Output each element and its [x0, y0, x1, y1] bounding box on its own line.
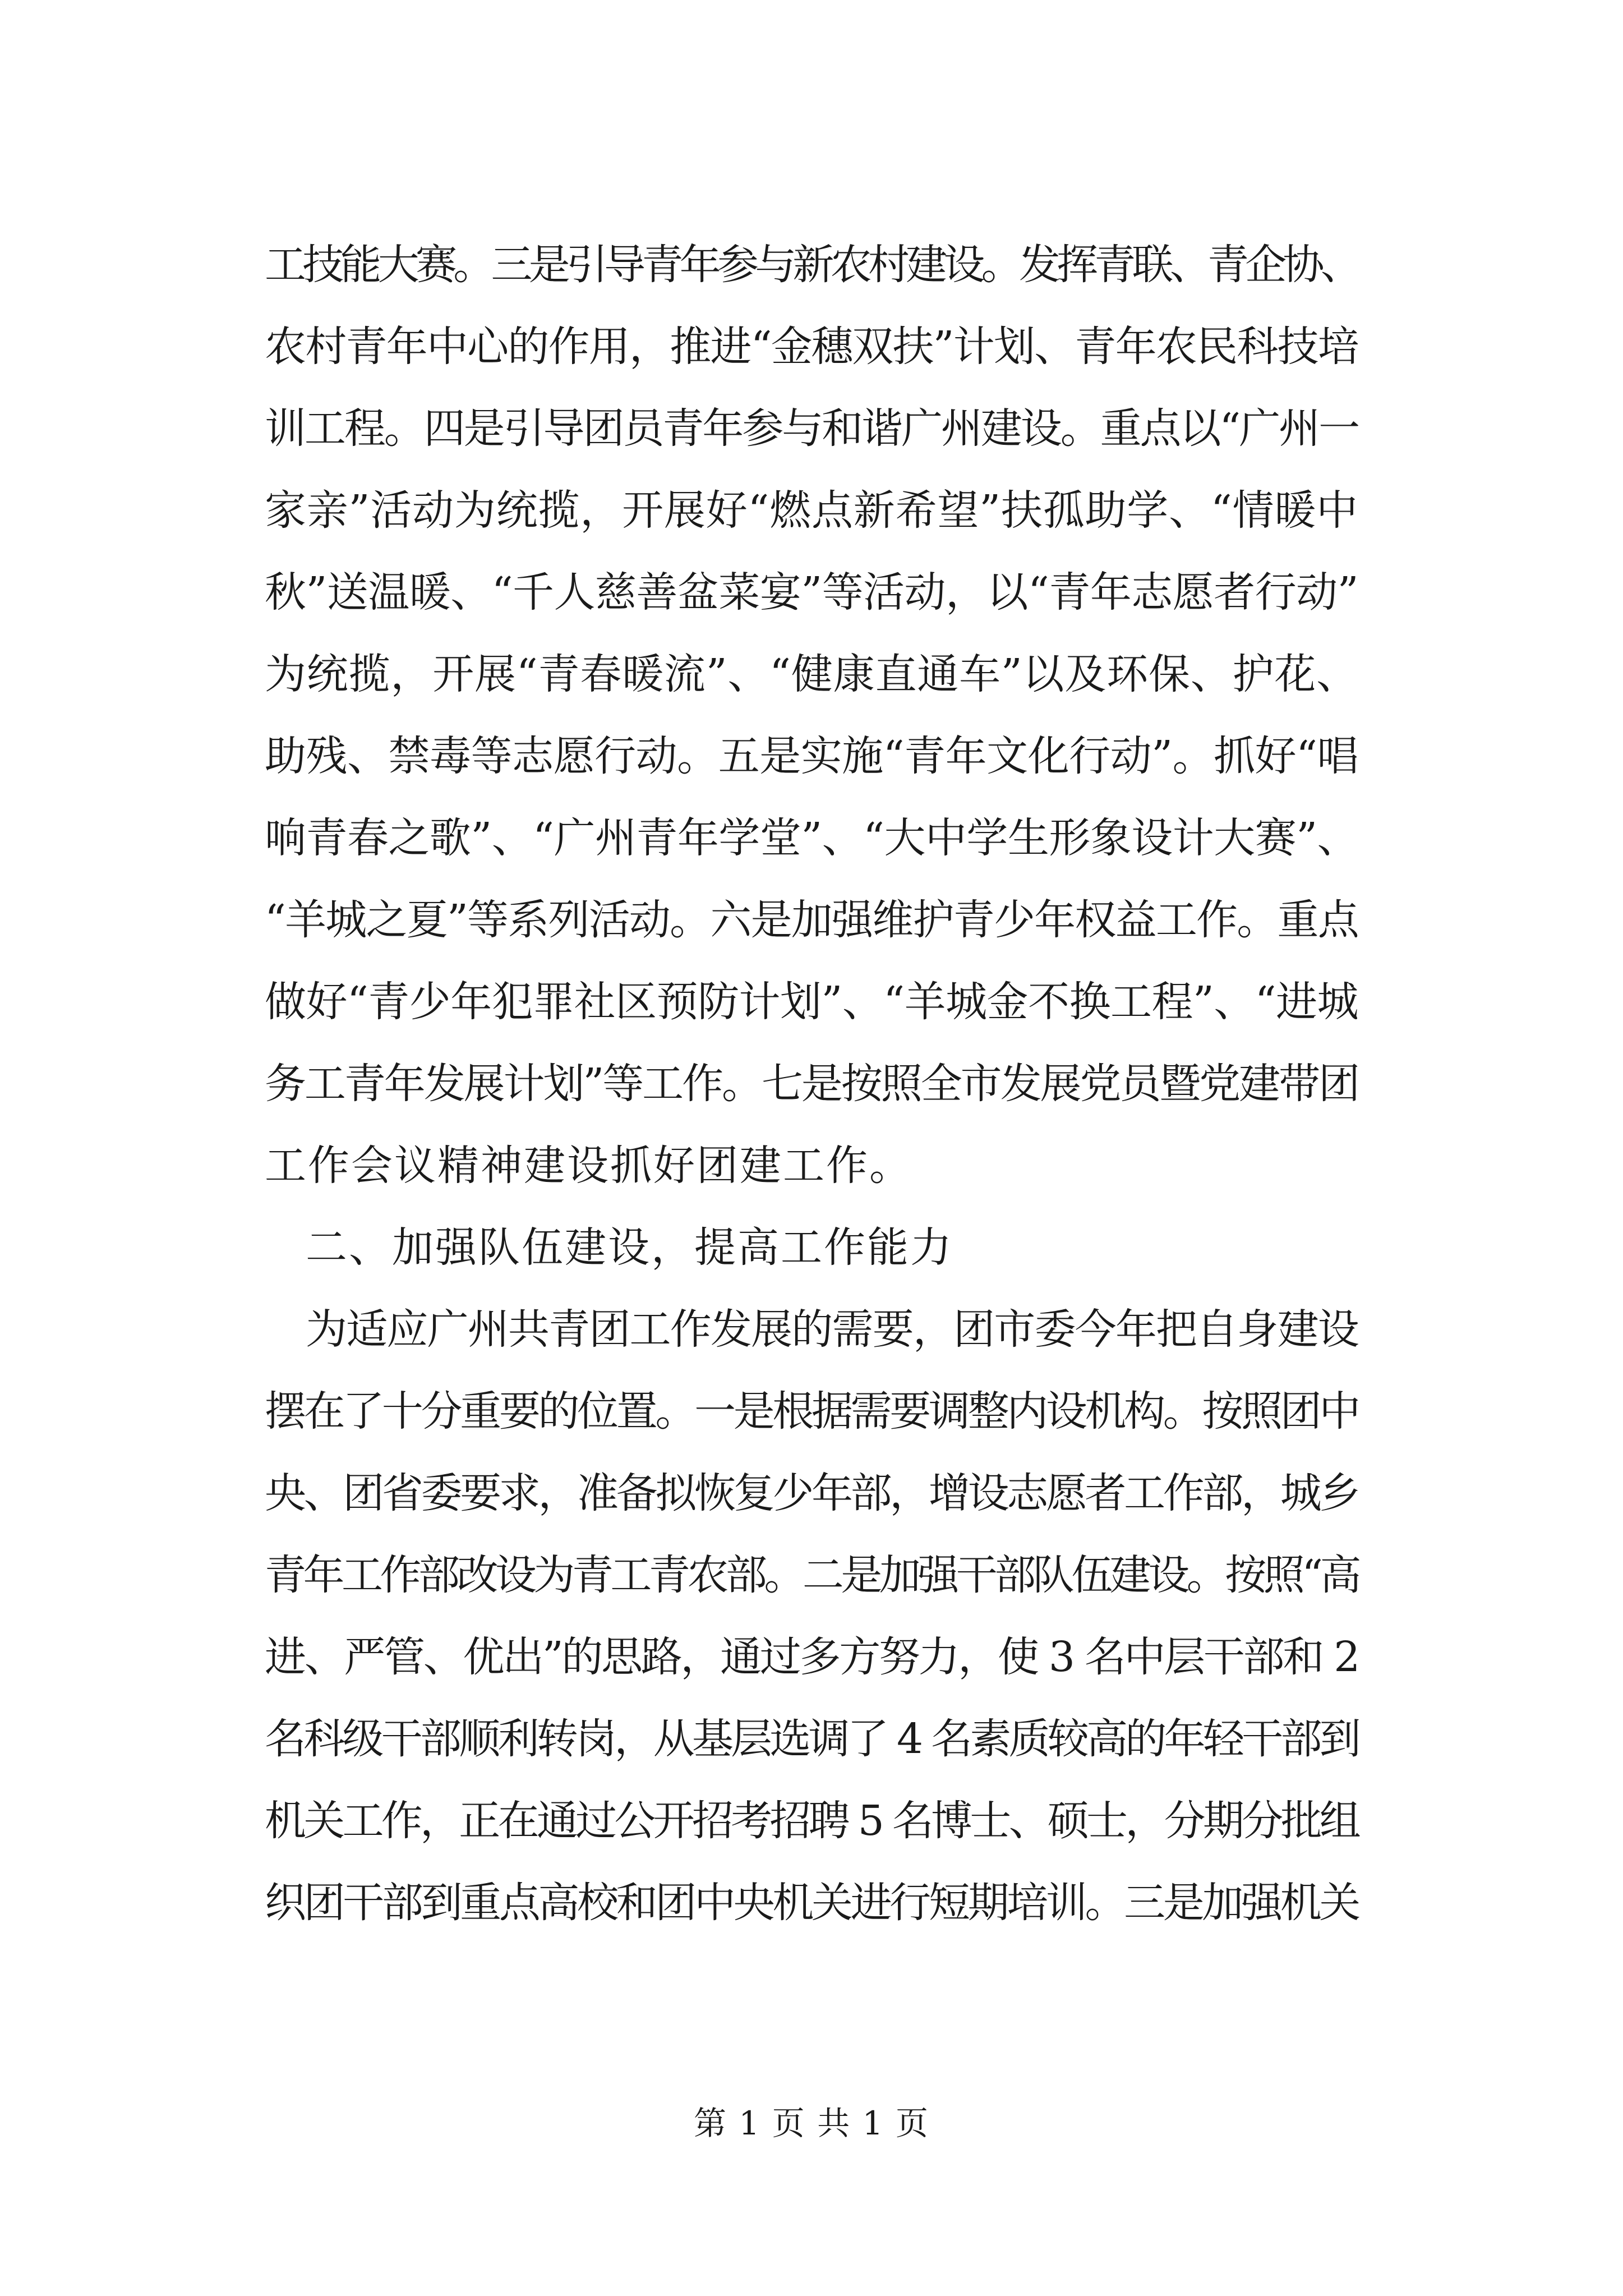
text-line: 机关工作，正在通过公开招考招聘 5 名博士、硕士，分期分批组: [265, 1797, 1358, 1845]
text-line: 秋”送温暖、“千人慈善盆菜宴”等活动，以“青年志愿者行动”: [265, 568, 1358, 616]
text-line: 做好“青少年犯罪社区预防计划”、“羊城金不换工程”、“进城: [265, 978, 1358, 1026]
text-line: 为统揽，开展“青春暖流”、“健康直通车”以及环保、护花、: [265, 650, 1358, 698]
text-line: 农村青年中心的作用，推进“金穗双扶”计划、青年农民科技培: [265, 323, 1358, 371]
text-line: 青年工作部改设为青工青农部。二是加强干部队伍建设。按照“高: [265, 1551, 1358, 1599]
text-line: 为适应广州共青团工作发展的需要，团市委今年把自身建设: [306, 1305, 1358, 1354]
text-line: 助残、禁毒等志愿行动。五是实施“青年文化行动”。抓好“唱: [265, 732, 1358, 780]
text-line: 务工青年发展计划”等工作。七是按照全市发展党员暨党建带团: [265, 1060, 1358, 1108]
section-heading: 二、加强队伍建设，提高工作能力: [306, 1223, 953, 1272]
page-number-footer: 第 1 页 共 1 页: [694, 2104, 929, 2142]
text-line: 织团干部到重点高校和团中央机关进行短期培训。三是加强机关: [265, 1879, 1358, 1927]
text-line: “羊城之夏”等系列活动。六是加强维护青少年权益工作。重点: [265, 896, 1358, 944]
text-line: 响青春之歌”、“广州青年学堂”、“大中学生形象设计大赛”、: [265, 814, 1358, 862]
text-line: 进、严管、优出”的思路，通过多方努力，使 3 名中层干部和 2: [265, 1633, 1358, 1681]
text-line: 家亲”活动为统揽，开展好“燃点新希望”扶孤助学、“情暖中: [265, 486, 1358, 535]
text-line: 央、团省委要求，准备拟恢复少年部，增设志愿者工作部，城乡: [265, 1469, 1358, 1517]
text-line: 工技能大赛。三是引导青年参与新农村建设。发挥青联、青企协、: [265, 241, 1358, 289]
text-line: 名科级干部顺利转岗，从基层选调了 4 名素质较高的年轻干部到: [265, 1715, 1358, 1763]
text-line: 摆在了十分重要的位置。一是根据需要调整内设机构。按照团中: [265, 1387, 1358, 1435]
text-line: 训工程。四是引导团员青年参与和谐广州建设。重点以“广州一: [265, 404, 1358, 453]
text-line: 工作会议精神建设抓好团建工作。: [265, 1142, 912, 1190]
